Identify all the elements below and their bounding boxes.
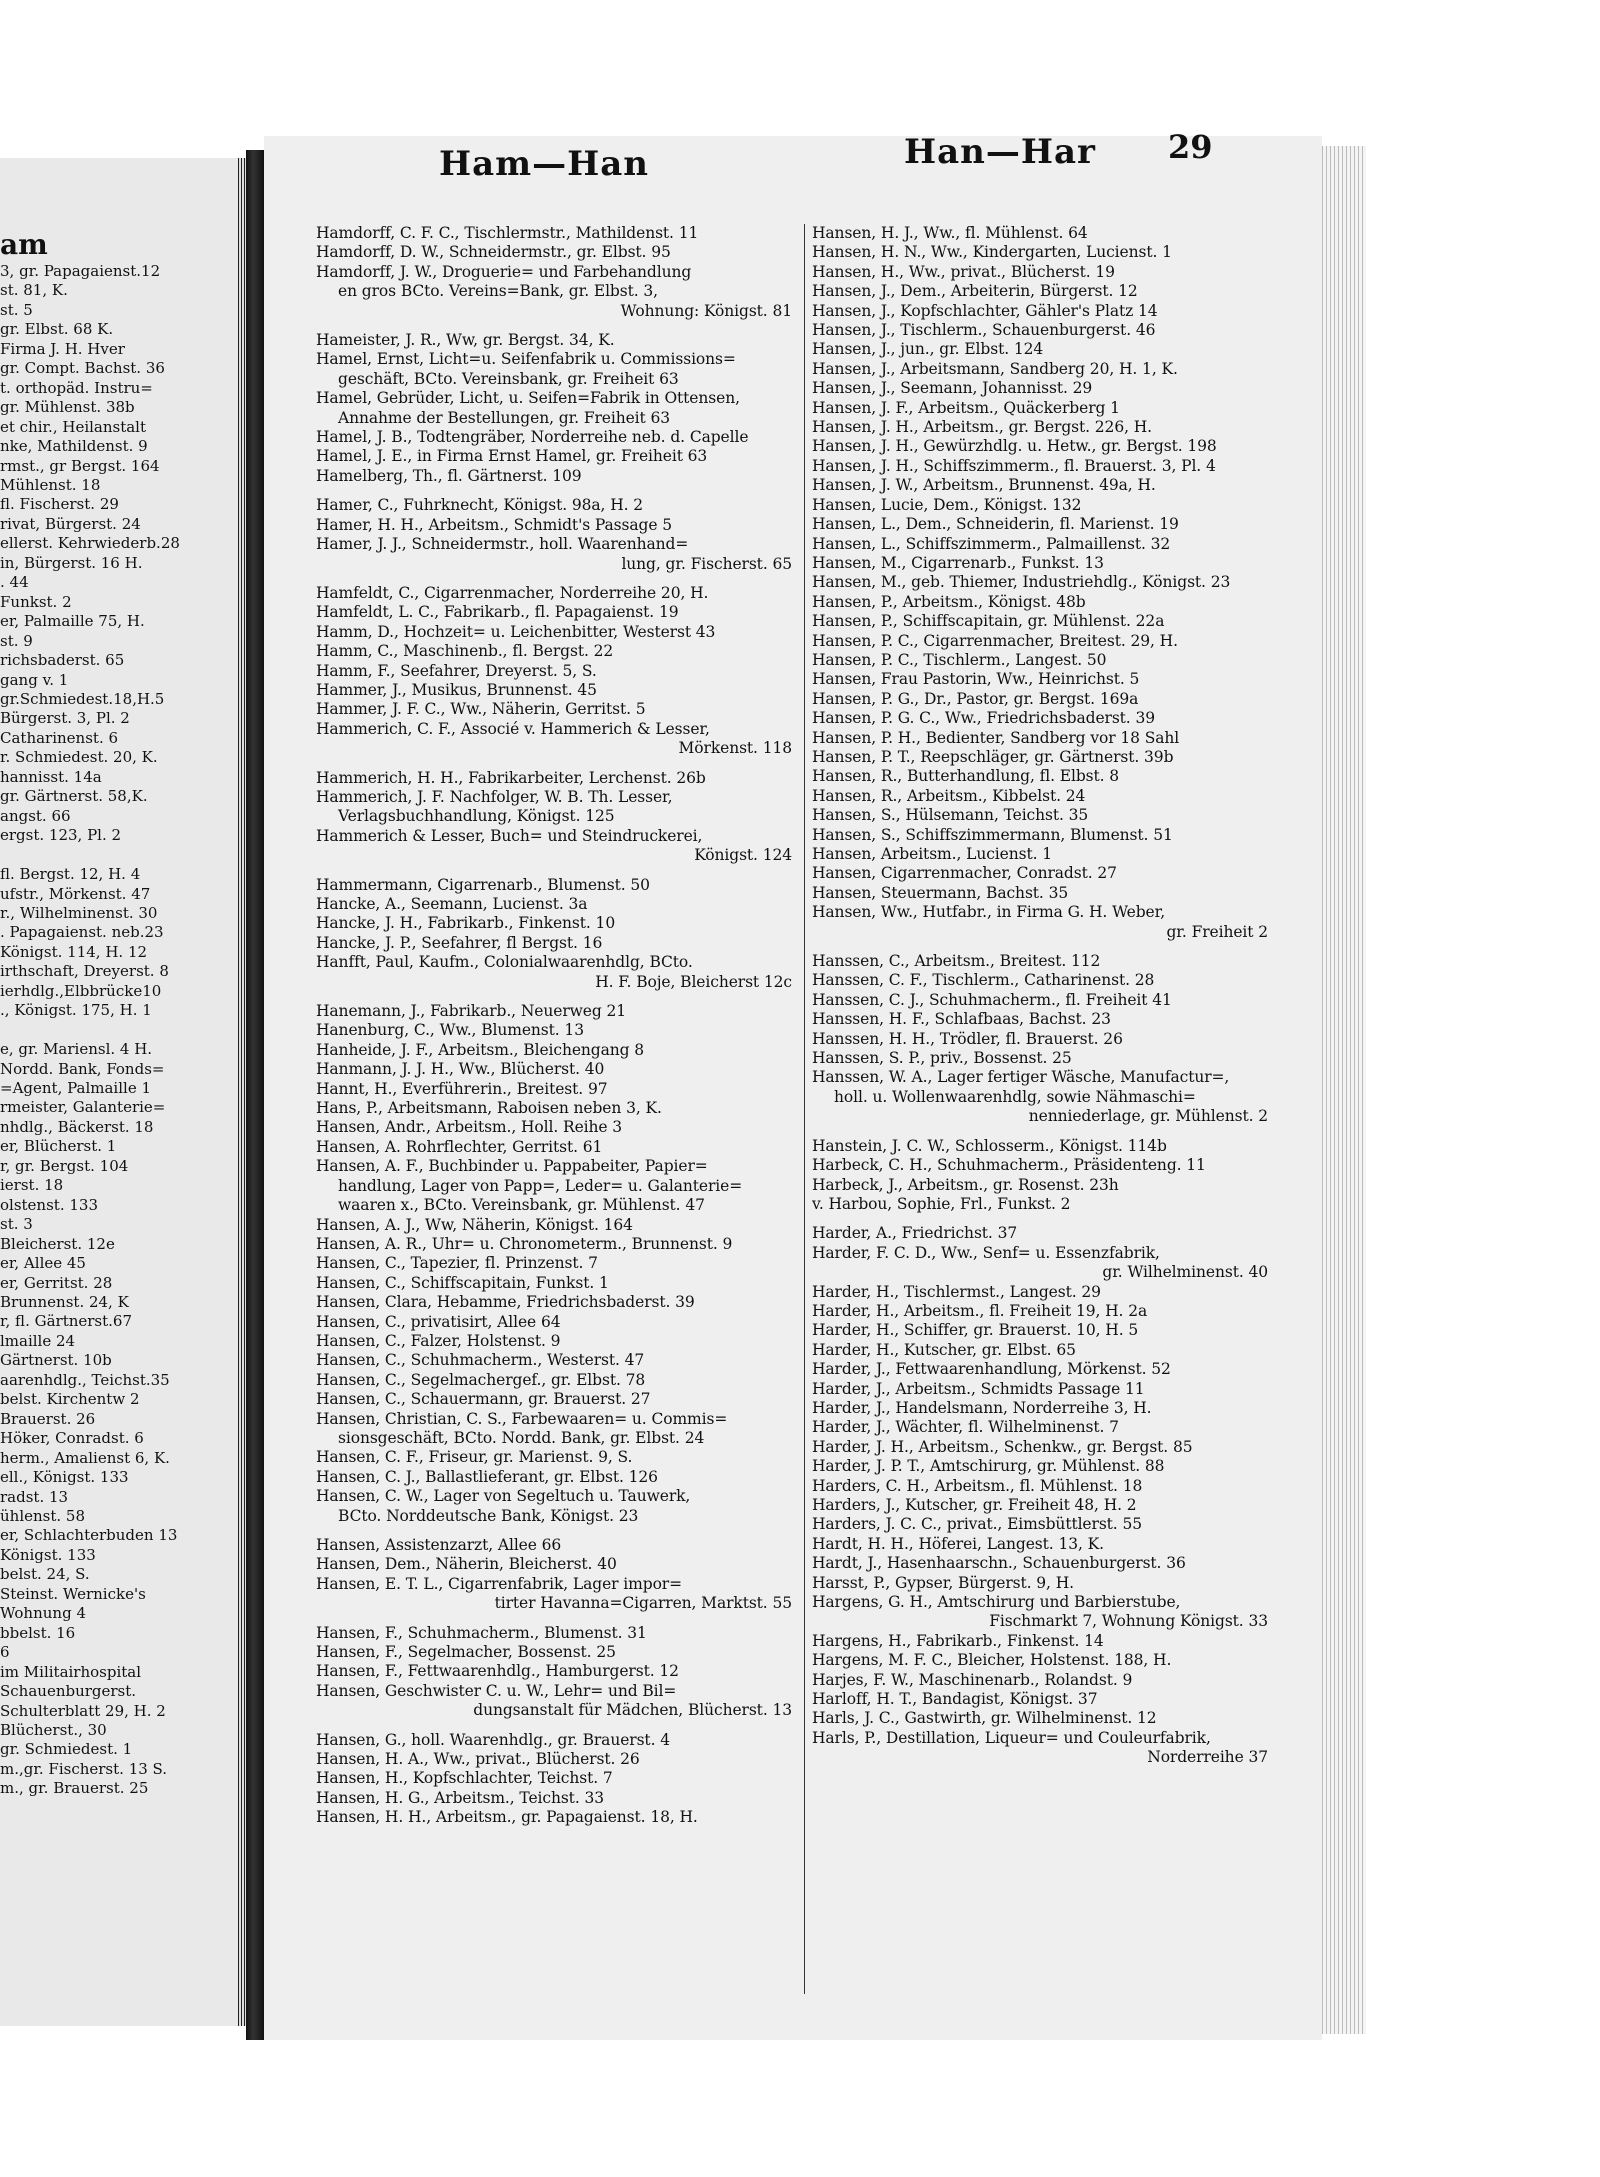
left-page-line: ergst. 123, Pl. 2 bbox=[0, 826, 122, 845]
directory-entry: Hansen, H. J., Ww., fl. Mühlenst. 64 bbox=[812, 224, 1088, 242]
directory-entry: Hansen, S., Hülsemann, Teichst. 35 bbox=[812, 806, 1089, 825]
left-page-line: r. Schmiedest. 20, K. bbox=[0, 748, 158, 767]
directory-entry: Hanfft, Paul, Kaufm., Colonialwaarenhdlg, BCto. bbox=[316, 953, 693, 972]
directory-entry: Hardt, H. H., Höferei, Langest. 13, K. bbox=[812, 1534, 1104, 1553]
left-page-line: nhdlg., Bäckerst. 18 bbox=[0, 1117, 154, 1136]
directory-entry-continuation: Königst. 124 bbox=[694, 846, 792, 865]
directory-entry: v. Harbou, Sophie, Frl., Funkst. 2 bbox=[812, 1194, 1071, 1213]
directory-entry: Hamel, Ernst, Licht=u. Seifenfabrik u. Commissions= bbox=[316, 350, 736, 369]
directory-entry: Hansen, P. C., Tischlerm., Langest. 50 bbox=[812, 650, 1107, 669]
directory-entry: Hansen, J. H., Arbeitsm., gr. Bergst. 226, H. bbox=[812, 418, 1152, 437]
directory-entry: Harders, C. H., Arbeitsm., fl. Mühlenst. 18 bbox=[812, 1476, 1143, 1495]
directory-entry: Hansen, C., Schuhmacherm., Westerst. 47 bbox=[316, 1351, 645, 1370]
entry-gap bbox=[316, 321, 800, 331]
entry-gap bbox=[316, 759, 800, 769]
directory-entry: Hansen, J., Arbeitsmann, Sandberg 20, H. 1, K. bbox=[812, 359, 1178, 378]
directory-entry: Hammer, J. F. C., Ww., Näherin, Gerritst. 5 bbox=[316, 700, 646, 719]
left-page-line: t. orthopäd. Instru= bbox=[0, 378, 153, 397]
directory-entry: Hansen, M., geb. Thiemer, Industriehdlg., Königst. 23 bbox=[812, 573, 1231, 592]
left-page-line: 3, gr. Papagaienst.12 bbox=[0, 262, 161, 280]
entry-gap bbox=[316, 1721, 800, 1731]
left-page-line: im Militairhospital bbox=[0, 1662, 142, 1681]
directory-entry: Hansen, H. N., Ww., Kindergarten, Lucienst. 1 bbox=[812, 243, 1172, 262]
directory-entry: Hansen, P. H., Bedienter, Sandberg vor 18 Sahl bbox=[812, 728, 1180, 747]
left-page-line: 6 bbox=[0, 1643, 10, 1662]
directory-entry: Hancke, J. P., Seefahrer, fl Bergst. 16 bbox=[316, 933, 603, 952]
directory-entry: Harder, J., Arbeitsm., Schmidts Passage 11 bbox=[812, 1379, 1145, 1398]
left-page-edge bbox=[238, 158, 246, 2026]
directory-entry: Hamm, D., Hochzeit= u. Leichenbitter, Westerst 43 bbox=[316, 622, 716, 641]
directory-entry: Hansen, P. C., Cigarrenmacher, Breitest. 29, H. bbox=[812, 631, 1178, 650]
left-page-line: Bürgerst. 3, Pl. 2 bbox=[0, 709, 130, 728]
left-page-line: ell., Königst. 133 bbox=[0, 1468, 129, 1487]
directory-entry: Hansen, C., Schauermann, gr. Brauerst. 27 bbox=[316, 1390, 651, 1409]
directory-entry: Hansen, C. F., Friseur, gr. Marienst. 9, S. bbox=[316, 1448, 633, 1467]
directory-entry: Hansen, P. G. C., Ww., Friedrichsbaderst. 39 bbox=[812, 709, 1155, 728]
left-page-line: gr. Schmiedest. 1 bbox=[0, 1740, 133, 1759]
left-page-line: Höker, Conradst. 6 bbox=[0, 1429, 144, 1448]
left-page-line: Brunnenst. 24, K bbox=[0, 1293, 129, 1312]
left-page-line: er, Blücherst. 1 bbox=[0, 1137, 117, 1156]
directory-entry: Hansen, L., Schiffszimmerm., Palmaillenst. 32 bbox=[812, 534, 1171, 553]
directory-entry: Harder, J. H., Arbeitsm., Schenkw., gr. Bergst. 85 bbox=[812, 1437, 1193, 1456]
directory-entry: Hammermann, Cigarrenarb., Blumenst. 50 bbox=[316, 875, 650, 894]
left-page-line: gr. Mühlenst. 38b bbox=[0, 398, 135, 417]
directory-entry-continuation: Mörkenst. 118 bbox=[678, 739, 792, 758]
left-page-line: Schauenburgerst. bbox=[0, 1682, 137, 1701]
directory-entry: Harloff, H. T., Bandagist, Königst. 37 bbox=[812, 1690, 1098, 1709]
entry-gap bbox=[316, 866, 800, 876]
directory-entry: Hansen, Clara, Hebamme, Friedrichsbaderst. 39 bbox=[316, 1293, 695, 1312]
left-page-line: r., Wilhelminenst. 30 bbox=[0, 903, 158, 922]
directory-entry: Hamdorff, D. W., Schneidermstr., gr. Elbst. 95 bbox=[316, 243, 671, 262]
directory-entry: Hansen, Steuermann, Bachst. 35 bbox=[812, 883, 1069, 902]
directory-entry: Hansen, Geschwister C. u. W., Lehr= und Bil= bbox=[316, 1681, 677, 1700]
left-page-line: et chir., Heilanstalt bbox=[0, 417, 147, 436]
left-page-line: Königst. 133 bbox=[0, 1545, 96, 1564]
directory-entry: Hamdorff, C. F. C., Tischlermstr., Mathildenst. 11 bbox=[316, 224, 699, 242]
entry-gap bbox=[316, 574, 800, 584]
directory-entry: Hansen, F., Fettwaarenhdlg., Hamburgerst. 12 bbox=[316, 1662, 679, 1681]
directory-entry: Hamm, F., Seefahrer, Dreyerst. 5, S. bbox=[316, 661, 597, 680]
directory-entry: Hansen, J., Seemann, Johannisst. 29 bbox=[812, 379, 1093, 398]
left-page-line: ühlenst. 58 bbox=[0, 1507, 86, 1525]
left-page-line: Steinst. Wernicke's bbox=[0, 1584, 146, 1603]
directory-entry: Hansen, P. T., Reepschläger, gr. Gärtnerst. 39b bbox=[812, 747, 1174, 766]
directory-entry-continuation: gr. Freiheit 2 bbox=[1166, 922, 1268, 941]
directory-entry-continuation: Norderreihe 37 bbox=[1147, 1748, 1268, 1767]
left-page-line: richsbaderst. 65 bbox=[0, 651, 125, 670]
directory-entry: Hansen, C., Segelmachergef., gr. Elbst. 78 bbox=[316, 1370, 646, 1389]
directory-entry: Hanssen, H. H., Trödler, fl. Brauerst. 26 bbox=[812, 1029, 1123, 1048]
left-page-line: st. 9 bbox=[0, 631, 33, 650]
directory-entry: Hanssen, C., Arbeitsm., Breitest. 112 bbox=[812, 952, 1101, 971]
directory-entry: Hansen, C. W., Lager von Segeltuch u. Tauwerk, bbox=[316, 1487, 691, 1506]
directory-entry-continuation: waaren x., BCto. Vereinsbank, gr. Mühlenst. 47 bbox=[338, 1196, 705, 1215]
directory-entry: Harjes, F. W., Maschinenarb., Rolandst. 9 bbox=[812, 1670, 1133, 1689]
directory-entry: Hamer, H. H., Arbeitsm., Schmidt's Passage 5 bbox=[316, 515, 673, 534]
directory-entry: Hanstein, J. C. W., Schlosserm., Königst. 114b bbox=[812, 1136, 1167, 1155]
directory-entry: Hansen, F., Segelmacher, Bossenst. 25 bbox=[316, 1643, 616, 1662]
directory-entry: Hameister, J. R., Ww, gr. Bergst. 34, K. bbox=[316, 331, 615, 350]
directory-entry-continuation: Fischmarkt 7, Wohnung Königst. 33 bbox=[989, 1612, 1268, 1631]
directory-entry: Hamel, Gebrüder, Licht, u. Seifen=Fabrik in Ottensen, bbox=[316, 389, 740, 408]
directory-entry: Hammerich, J. F. Nachfolger, W. B. Th. Lesser, bbox=[316, 787, 673, 806]
directory-entry: Hansen, P., Schiffscapitain, gr. Mühlenst. 22a bbox=[812, 612, 1165, 631]
left-page-line: rmst., gr Bergst. 164 bbox=[0, 456, 160, 475]
directory-entry: Harder, A., Friedrichst. 37 bbox=[812, 1224, 1018, 1243]
left-page-line: in, Bürgerst. 16 H. bbox=[0, 553, 143, 572]
directory-entry-continuation: nenniederlage, gr. Mühlenst. 2 bbox=[1028, 1107, 1268, 1126]
directory-entry: Hammer, J., Musikus, Brunnenst. 45 bbox=[316, 680, 597, 699]
directory-entry: Hansen, Dem., Näherin, Bleicherst. 40 bbox=[316, 1555, 617, 1574]
left-page-line: Königst. 114, H. 12 bbox=[0, 942, 148, 961]
entry-gap bbox=[812, 1214, 1276, 1224]
directory-entry: Hancke, A., Seemann, Lucienst. 3a bbox=[316, 895, 588, 913]
directory-entry: Hansen, J., Tischlerm., Schauenburgerst. 46 bbox=[812, 321, 1156, 340]
directory-entry: Harder, H., Schiffer, gr. Brauerst. 10, H. 5 bbox=[812, 1321, 1139, 1340]
directory-entry: Hansen, C., Schiffscapitain, Funkst. 1 bbox=[316, 1273, 609, 1292]
left-page-line: angst. 66 bbox=[0, 806, 71, 825]
page-number: 29 bbox=[1168, 128, 1213, 166]
left-page-line: er, Allee 45 bbox=[0, 1254, 86, 1273]
directory-entry: Hanssen, H. F., Schlafbaas, Bachst. 23 bbox=[812, 1010, 1111, 1029]
directory-entry: Hamdorff, J. W., Droguerie= und Farbehandlung bbox=[316, 262, 692, 281]
directory-entry: Hansen, J. W., Arbeitsm., Brunnenst. 49a, H. bbox=[812, 476, 1156, 495]
directory-entry: Hansen, P., Arbeitsm., Königst. 48b bbox=[812, 592, 1086, 611]
directory-entry: Hansen, G., holl. Waarenhdlg., gr. Brauerst. 4 bbox=[316, 1730, 670, 1749]
left-page-line: Wohnung 4 bbox=[0, 1604, 86, 1623]
left-page-line: ierhdlg.,Elbbrücke10 bbox=[0, 981, 162, 1000]
directory-entry: Harder, H., Tischlermst., Langest. 29 bbox=[812, 1282, 1101, 1301]
directory-entry-continuation: H. F. Boje, Bleicherst 12c bbox=[595, 972, 792, 991]
left-page-line: hannisst. 14a bbox=[0, 767, 102, 786]
directory-entry: Hansen, R., Arbeitsm., Kibbelst. 24 bbox=[812, 786, 1086, 805]
left-page-line: er, Schlachterbuden 13 bbox=[0, 1526, 178, 1545]
directory-entry: Harls, P., Destillation, Liqueur= und Couleurfabrik, bbox=[812, 1728, 1211, 1747]
directory-entry: Hansen, C., Falzer, Holstenst. 9 bbox=[316, 1331, 561, 1350]
left-page-line: ufstr., Mörkenst. 47 bbox=[0, 884, 151, 903]
directory-entry: Hansen, H., Ww., privat., Blücherst. 19 bbox=[812, 262, 1115, 281]
left-page-fragment bbox=[0, 158, 246, 2026]
left-page-line: belst. Kirchentw 2 bbox=[0, 1390, 140, 1409]
directory-entry: Harder, J., Handelsmann, Norderreihe 3, H. bbox=[812, 1398, 1152, 1417]
directory-entry: Hansen, C., Tapezier, fl. Prinzenst. 7 bbox=[316, 1254, 598, 1273]
directory-entry: Hansen, J., Kopfschlachter, Gähler's Platz 14 bbox=[812, 301, 1158, 320]
directory-entry: Hardt, J., Hasenhaarschn., Schauenburgerst. 36 bbox=[812, 1554, 1186, 1573]
directory-entry: Harder, J., Fettwaarenhandlung, Mörkenst. 52 bbox=[812, 1360, 1171, 1379]
left-page-line: . Papagaienst. neb.23 bbox=[0, 923, 164, 942]
directory-entry-continuation: en gros BCto. Vereins=Bank, gr. Elbst. 3, bbox=[338, 282, 658, 301]
directory-entry-continuation: Wohnung: Königst. 81 bbox=[620, 301, 792, 320]
left-page-line: Catharinenst. 6 bbox=[0, 728, 119, 747]
directory-entry: Harders, J. C. C., privat., Eimsbüttlerst. 55 bbox=[812, 1515, 1142, 1534]
directory-entry: Harder, J. P. T., Amtschirurg, gr. Mühlenst. 88 bbox=[812, 1457, 1165, 1476]
left-page-line: =Agent, Palmaille 1 bbox=[0, 1079, 152, 1098]
directory-entry-continuation: dungsanstalt für Mädchen, Blücherst. 13 bbox=[473, 1701, 792, 1720]
left-page-line: r, gr. Bergst. 104 bbox=[0, 1156, 129, 1175]
left-page-line: gr. Elbst. 68 K. bbox=[0, 320, 114, 339]
directory-entry: Hansen, A. F., Buchbinder u. Pappabeiter, Papier= bbox=[316, 1157, 708, 1176]
left-page-line: gang v. 1 bbox=[0, 670, 69, 689]
left-page-line: Blücherst., 30 bbox=[0, 1720, 107, 1739]
entry-gap bbox=[316, 1526, 800, 1536]
left-page-line: ellerst. Kehrwiederb.28 bbox=[0, 534, 180, 553]
left-page-line: Gärtnerst. 10b bbox=[0, 1351, 112, 1370]
directory-entry: Hansen, Frau Pastorin, Ww., Heinrichst. 5 bbox=[812, 670, 1140, 689]
directory-entry: Hanssen, C. F., Tischlerm., Catharinenst. 28 bbox=[812, 971, 1155, 990]
directory-entry: Hammerich & Lesser, Buch= und Steindruckerei, bbox=[316, 826, 703, 845]
left-page-line: olstenst. 133 bbox=[0, 1195, 98, 1214]
left-page-line: er, Palmaille 75, H. bbox=[0, 612, 145, 631]
left-page-line: ierst. 18 bbox=[0, 1176, 64, 1195]
left-page-line: irthschaft, Dreyerst. 8 bbox=[0, 962, 169, 981]
directory-entry: Harder, H., Kutscher, gr. Elbst. 65 bbox=[812, 1340, 1076, 1359]
directory-entry: Hanheide, J. F., Arbeitsm., Bleichengang 8 bbox=[316, 1040, 645, 1059]
directory-entry: Hansen, Lucie, Dem., Königst. 132 bbox=[812, 495, 1082, 514]
directory-entry: Hamfeldt, C., Cigarrenmacher, Norderreihe 20, H. bbox=[316, 583, 709, 602]
directory-entry: Hargens, H., Fabrikarb., Finkenst. 14 bbox=[812, 1631, 1104, 1650]
directory-entry: Harders, J., Kutscher, gr. Freiheit 48, H. 2 bbox=[812, 1496, 1137, 1514]
directory-entry: Hamfeldt, L. C., Fabrikarb., fl. Papagaienst. 19 bbox=[316, 603, 679, 622]
directory-entry: Hansen, F., Schuhmacherm., Blumenst. 31 bbox=[316, 1623, 647, 1642]
directory-entry-continuation: Verlagsbuchhandlung, Königst. 125 bbox=[338, 807, 615, 826]
directory-entry: Hanemann, J., Fabrikarb., Neuerweg 21 bbox=[316, 1002, 627, 1021]
left-page-line: gr. Gärtnerst. 58,K. bbox=[0, 787, 148, 806]
directory-entry: Hanssen, W. A., Lager fertiger Wäsche, Manufactur=, bbox=[812, 1068, 1230, 1087]
directory-entry: Hansen, M., Cigarrenarb., Funkst. 13 bbox=[812, 553, 1104, 572]
entry-gap bbox=[316, 1614, 800, 1624]
left-page-line: Funkst. 2 bbox=[0, 592, 72, 611]
entry-gap bbox=[812, 942, 1276, 952]
left-page-line: Brauerst. 26 bbox=[0, 1409, 96, 1428]
directory-entry: Hansen, J. H., Gewürzhdlg. u. Hetw., gr. Bergst. 198 bbox=[812, 437, 1217, 456]
directory-entry: Hansen, R., Butterhandlung, fl. Elbst. 8 bbox=[812, 767, 1120, 786]
entry-gap bbox=[316, 486, 800, 496]
left-page-line: bbelst. 16 bbox=[0, 1623, 76, 1642]
entry-gap bbox=[812, 1127, 1276, 1137]
directory-entry: Hargens, M. F. C., Bleicher, Holstenst. 188, H. bbox=[812, 1651, 1172, 1670]
directory-entry: Harbeck, C. H., Schuhmacherm., Präsidenteng. 11 bbox=[812, 1156, 1206, 1175]
directory-entry: Hammerich, H. H., Fabrikarbeiter, Lerchenst. 26b bbox=[316, 768, 706, 787]
directory-entry: Hamel, J. E., in Firma Ernst Hamel, gr. Freiheit 63 bbox=[316, 447, 708, 466]
directory-page bbox=[264, 128, 1322, 2040]
directory-entry: Hansen, Christian, C. S., Farbewaaren= u. Commis= bbox=[316, 1409, 728, 1428]
directory-entry: Hansen, C. J., Ballastlieferant, gr. Elbst. 126 bbox=[316, 1467, 658, 1486]
left-page-line bbox=[0, 846, 236, 865]
directory-entry: Hansen, J., jun., gr. Elbst. 124 bbox=[812, 340, 1044, 359]
left-running-header: Ham—Han bbox=[439, 144, 650, 184]
directory-entry: Hansen, J. H., Schiffszimmerm., fl. Brauerst. 3, Pl. 4 bbox=[812, 456, 1216, 475]
directory-entry: Hansen, J., Dem., Arbeiterin, Bürgerst. 12 bbox=[812, 282, 1138, 301]
directory-column-2 bbox=[812, 224, 1276, 1768]
directory-entry: Hargens, G. H., Amtschirurg und Barbierstube, bbox=[812, 1593, 1181, 1612]
left-page-line: radst. 13 bbox=[0, 1487, 69, 1506]
column-divider bbox=[804, 224, 805, 1994]
directory-entry: Hansen, H., Kopfschlachter, Teichst. 7 bbox=[316, 1769, 613, 1788]
left-page-line: gr.Schmiedest.18,H.5 bbox=[0, 689, 165, 708]
directory-entry-continuation: lung, gr. Fischerst. 65 bbox=[621, 554, 792, 573]
directory-entry: Hansen, A. J., Ww, Näherin, Königst. 164 bbox=[316, 1215, 633, 1234]
left-page-line: belst. 24, S. bbox=[0, 1565, 90, 1584]
directory-entry: Hansen, E. T. L., Cigarrenfabrik, Lager impor= bbox=[316, 1574, 683, 1593]
directory-entry-continuation: Annahme der Bestellungen, gr. Freiheit 63 bbox=[338, 408, 671, 427]
directory-entry: Hansen, C., privatisirt, Allee 64 bbox=[316, 1312, 561, 1331]
left-page-line: lmaille 24 bbox=[0, 1331, 76, 1350]
directory-entry: Hanssen, C. J., Schuhmacherm., fl. Freiheit 41 bbox=[812, 990, 1172, 1009]
book-gutter bbox=[246, 150, 264, 2040]
directory-entry: Hansen, S., Schiffszimmermann, Blumenst. 51 bbox=[812, 825, 1173, 844]
left-page-line: am bbox=[0, 228, 48, 261]
left-page-line: Bleicherst. 12e bbox=[0, 1234, 115, 1253]
left-page-line: m., gr. Brauerst. 25 bbox=[0, 1779, 149, 1798]
directory-entry-continuation: tirter Havanna=Cigarren, Marktst. 55 bbox=[494, 1594, 792, 1613]
directory-entry: Hansen, Assistenzarzt, Allee 66 bbox=[316, 1536, 562, 1554]
left-page-line: gr. Compt. Bachst. 36 bbox=[0, 359, 165, 378]
directory-entry-continuation: sionsgeschäft, BCto. Nordd. Bank, gr. Elbst. 24 bbox=[338, 1428, 705, 1447]
left-page-line bbox=[0, 1021, 236, 1040]
left-page-line: Firma J. H. Hver bbox=[0, 339, 125, 358]
left-page-line: nke, Mathildenst. 9 bbox=[0, 437, 148, 456]
page-edge bbox=[1322, 146, 1366, 2034]
directory-entry: Hanmann, J. J. H., Ww., Blücherst. 40 bbox=[316, 1060, 605, 1079]
left-page-line: Schulterblatt 29, H. 2 bbox=[0, 1701, 166, 1720]
left-page-line: fl. Fischerst. 29 bbox=[0, 495, 119, 514]
directory-entry: Harbeck, J., Arbeitsm., gr. Rosenst. 23h bbox=[812, 1175, 1119, 1194]
left-page-text bbox=[0, 228, 236, 1799]
directory-entry: Hamel, J. B., Todtengräber, Norderreihe neb. d. Capelle bbox=[316, 428, 749, 447]
left-page-line: m.,gr. Fischerst. 13 S. bbox=[0, 1759, 168, 1778]
left-page-line: . 44 bbox=[0, 573, 29, 592]
left-page-line: fl. Bergst. 12, H. 4 bbox=[0, 865, 141, 884]
left-page-line: Nordd. Bank, Fonds= bbox=[0, 1059, 165, 1078]
directory-entry: Hansen, J. F., Arbeitsm., Quäckerberg 1 bbox=[812, 398, 1120, 417]
directory-entry: Hansen, H. H., Arbeitsm., gr. Papagaienst. 18, H. bbox=[316, 1808, 698, 1827]
directory-entry: Hans, P., Arbeitsmann, Raboisen neben 3, K. bbox=[316, 1099, 662, 1118]
directory-entry: Hansen, H. A., Ww., privat., Blücherst. 26 bbox=[316, 1750, 640, 1769]
left-page-line: r, fl. Gärtnerst.67 bbox=[0, 1312, 133, 1331]
directory-entry: Hammerich, C. F., Associé v. Hammerich & Lesser, bbox=[316, 719, 710, 738]
directory-entry: Hansen, Cigarrenmacher, Conradst. 27 bbox=[812, 864, 1117, 883]
directory-entry: Harls, J. C., Gastwirth, gr. Wilhelminenst. 12 bbox=[812, 1709, 1157, 1728]
directory-entry-continuation: holl. u. Wollenwaarenhdlg, sowie Nähmaschi= bbox=[834, 1087, 1196, 1106]
left-page-line: rivat, Bürgerst. 24 bbox=[0, 514, 141, 533]
directory-entry: Hannt, H., Everführerin., Breitest. 97 bbox=[316, 1079, 608, 1098]
directory-entry: Hanssen, S. P., priv., Bossenst. 25 bbox=[812, 1049, 1072, 1068]
directory-entry: Harsst, P., Gypser, Bürgerst. 9, H. bbox=[812, 1573, 1074, 1592]
directory-entry: Hansen, H. G., Arbeitsm., Teichst. 33 bbox=[316, 1788, 604, 1807]
directory-entry: Hamer, C., Fuhrknecht, Königst. 98a, H. 2 bbox=[316, 496, 644, 515]
directory-entry-continuation: geschäft, BCto. Vereinsbank, gr. Freiheit 63 bbox=[338, 369, 679, 388]
entry-gap bbox=[316, 992, 800, 1002]
directory-entry: Hamm, C., Maschinenb., fl. Bergst. 22 bbox=[316, 642, 614, 661]
directory-entry: Hanenburg, C., Ww., Blumenst. 13 bbox=[316, 1021, 584, 1040]
directory-entry: Hamelberg, Th., fl. Gärtnerst. 109 bbox=[316, 466, 582, 485]
directory-entry-continuation: handlung, Lager von Papp=, Leder= u. Galanterie= bbox=[338, 1176, 743, 1195]
left-page-line: rmeister, Galanterie= bbox=[0, 1098, 166, 1117]
left-page-line: Mühlenst. 18 bbox=[0, 475, 101, 494]
left-page-line: ., Königst. 175, H. 1 bbox=[0, 1001, 152, 1020]
left-page-line: st. 3 bbox=[0, 1215, 33, 1234]
directory-entry: Harder, H., Arbeitsm., fl. Freiheit 19, H. 2a bbox=[812, 1301, 1148, 1320]
directory-entry-continuation: BCto. Norddeutsche Bank, Königst. 23 bbox=[338, 1506, 639, 1525]
directory-entry: Hansen, L., Dem., Schneiderin, fl. Marienst. 19 bbox=[812, 515, 1179, 534]
directory-entry: Hancke, J. H., Fabrikarb., Finkenst. 10 bbox=[316, 914, 616, 933]
left-page-line: st. 81, K. bbox=[0, 281, 68, 300]
directory-entry: Hansen, A. R., Uhr= u. Chronometerm., Brunnenst. 9 bbox=[316, 1234, 733, 1253]
directory-entry: Harder, F. C. D., Ww., Senf= u. Essenzfabrik, bbox=[812, 1243, 1160, 1262]
directory-entry-continuation: gr. Wilhelminenst. 40 bbox=[1102, 1263, 1268, 1282]
directory-entry: Hansen, Andr., Arbeitsm., Holl. Reihe 3 bbox=[316, 1118, 623, 1137]
directory-entry: Harder, J., Wächter, fl. Wilhelminenst. 7 bbox=[812, 1418, 1119, 1437]
left-page-line: e, gr. Mariensl. 4 H. bbox=[0, 1040, 153, 1059]
left-page-line: er, Gerritst. 28 bbox=[0, 1273, 113, 1292]
directory-entry: Hamer, J. J., Schneidermstr., holl. Waarenhand= bbox=[316, 535, 689, 554]
right-running-header: Han—Har bbox=[904, 132, 1096, 172]
directory-column-1 bbox=[316, 224, 800, 1828]
directory-entry: Hansen, A. Rohrflechter, Gerritst. 61 bbox=[316, 1137, 603, 1156]
left-page-line: st. 5 bbox=[0, 300, 33, 319]
directory-entry: Hansen, Arbeitsm., Lucienst. 1 bbox=[812, 845, 1052, 863]
directory-entry: Hansen, P. G., Dr., Pastor, gr. Bergst. 169a bbox=[812, 689, 1139, 708]
left-page-line: herm., Amalienst 6, K. bbox=[0, 1448, 170, 1467]
directory-entry: Hansen, Ww., Hutfabr., in Firma G. H. Weber, bbox=[812, 903, 1166, 922]
left-page-line: aarenhdlg., Teichst.35 bbox=[0, 1370, 170, 1389]
